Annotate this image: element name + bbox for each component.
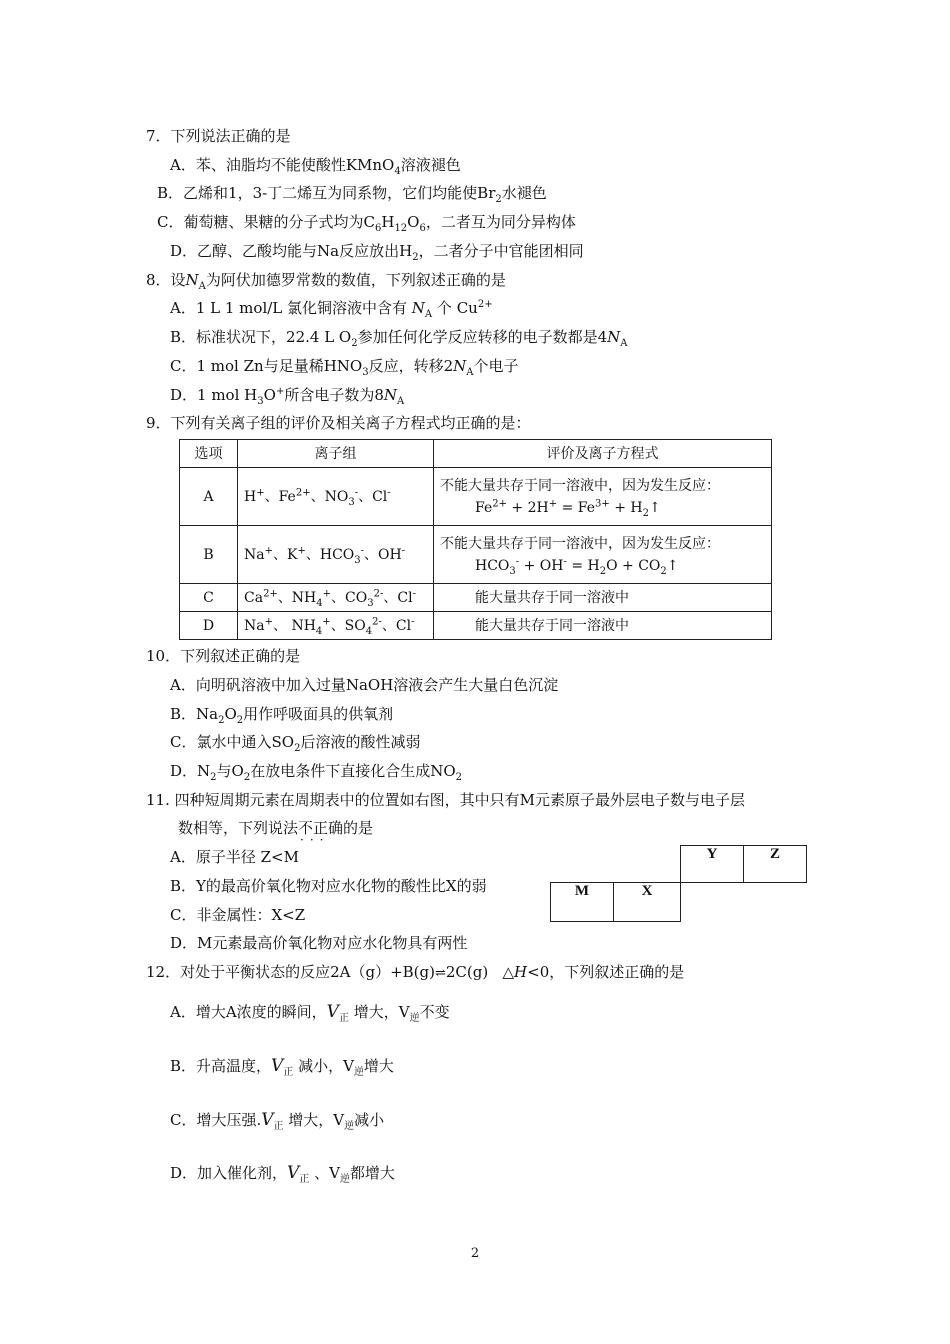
q9-stem: 9．下列有关离子组的评价及相关离子方程式均正确的是： bbox=[146, 414, 531, 432]
element-cell-x: X bbox=[613, 882, 681, 922]
q7-option-b: B．乙烯和1，3-丁二烯互为同系物，它们均能使$Br_2$水褪色 bbox=[157, 184, 547, 205]
q12-option-c: C．增大压强$.V_正$ 增大，$V_逆$减小 bbox=[170, 1110, 385, 1132]
table-row bbox=[180, 526, 772, 584]
q10-option-b: B．$Na_2O_2$用作呼吸面具的供氧剂 bbox=[170, 705, 394, 726]
q10-option-a: A．向明矾溶液中加入过量NaOH溶液会产生大量白色沉淀 bbox=[170, 676, 559, 694]
q8-option-a: A．1 L 1 mol/L 氯化铜溶液中含有 $N_A$ 个 $Cu^{2+}$ bbox=[170, 299, 493, 320]
option-cell: D bbox=[180, 612, 238, 640]
q7-option-c: C．葡萄糖、果糖的分子式均为$C_6H_{12}O_6$，二者互为同分异构体 bbox=[157, 213, 576, 234]
element-cell-y: Y bbox=[680, 845, 744, 883]
ions-cell: H+、$Fe^{2+}$、$NO_3^-$、Cl- bbox=[238, 468, 434, 526]
q8-option-d: D．1 mol $H_3O^+$所含电子数为$8N_A$ bbox=[170, 386, 405, 407]
q7-option-d: D．乙醇、乙酸均能与Na反应放出$H_2$，二者分子中官能团相同 bbox=[170, 242, 584, 263]
evaluation-cell bbox=[434, 468, 772, 526]
q12-option-b: B．升高温度，$V_正$ 减小，$V_逆$增大 bbox=[170, 1056, 394, 1078]
ions-cell: Na+、K+、$HCO_3^-$、OH- bbox=[238, 526, 434, 584]
evaluation-cell: 能大量共存于同一溶液中 bbox=[434, 612, 772, 640]
q7-option-a: A．苯、油脂均不能使酸性KMnO$_4$溶液褪色 bbox=[170, 156, 461, 177]
emphasis-not-correct: 不正确 ··· bbox=[298, 819, 344, 847]
q8-option-b: B．标准状况下，22.4 L $O_2$参加任何化学反应转移的电子数都是$4N_A$ bbox=[170, 328, 628, 349]
element-cell-m: M bbox=[550, 882, 614, 922]
q12-option-d: D．加入催化剂，$V_正$ 、$V_逆$都增大 bbox=[170, 1163, 395, 1185]
table-row bbox=[180, 584, 772, 612]
element-cell-z: Z bbox=[743, 845, 807, 883]
table-row bbox=[180, 468, 772, 526]
q11-stem-line1: 11. 四种短周期元素在周期表中的位置如右图，其中只有M元素原子最外层电子数与电子层 bbox=[146, 791, 745, 809]
q10-option-c: C．氯水中通入$SO_2$后溶液的酸性减弱 bbox=[170, 733, 421, 754]
q11-stem-line2: 数相等，下列说法不正确 ··· 的是 bbox=[178, 819, 374, 847]
evaluation-text: 不能大量共存于同一溶液中，因为发生反应： bbox=[440, 535, 720, 552]
ionic-equation: $Fe^{2+} + 2H^+ = Fe^{3+}$ + $H_2↑$ bbox=[475, 497, 661, 519]
ions-cell: $Ca^{2+}$、$NH_4^+$、$CO_3^{2-}$、Cl- bbox=[238, 584, 434, 612]
ions-cell: Na+、 $NH_4^+$、$SO_4^{2-}$、Cl- bbox=[238, 612, 434, 640]
q7-stem: 7．下列说法正确的是 bbox=[146, 127, 291, 145]
q11-option-b: B．Y的最高价氧化物对应水化物的酸性比X的弱 bbox=[170, 877, 487, 895]
q11-option-a: A．原子半径 Z<M bbox=[170, 848, 299, 866]
header-option: 选项 bbox=[180, 440, 238, 468]
header-evaluation: 评价及离子方程式 bbox=[434, 440, 772, 468]
page-number: 2 bbox=[470, 1246, 480, 1261]
ionic-equation: $HCO_3^- + OH^- = H_2O$ + $CO_2↑$ bbox=[475, 555, 679, 577]
table-row bbox=[180, 612, 772, 640]
header-ions: 离子组 bbox=[238, 440, 434, 468]
option-cell: A bbox=[180, 468, 238, 526]
q8-option-c: C．1 mol Zn与足量稀$HNO_3$反应，转移$2N_A$个电子 bbox=[170, 357, 519, 378]
q12-option-a: A．增大A浓度的瞬间，$V_正$ 增大，$V_逆$不变 bbox=[170, 1002, 450, 1024]
evaluation-cell bbox=[434, 526, 772, 584]
q11-option-c: C．非金属性：X<Z bbox=[170, 906, 306, 924]
q11-option-d: D．M元素最高价氧化物对应水化物具有两性 bbox=[170, 934, 468, 952]
evaluation-text: 不能大量共存于同一溶液中，因为发生反应： bbox=[440, 477, 720, 494]
q12-stem: 12．对处于平衡状态的反应2A（g）+B(g)⇌2C(g) △H<0，下列叙述正确的是 bbox=[146, 963, 685, 981]
ion-evaluation-table bbox=[179, 439, 772, 640]
q10-stem: 10．下列叙述正确的是 bbox=[146, 647, 301, 665]
option-cell: B bbox=[180, 526, 238, 584]
q8-stem: 8．设$N_A$为阿伏加德罗常数的数值，下列叙述正确的是 bbox=[146, 271, 506, 292]
q10-option-d: D．$N_2$与$O_2$在放电条件下直接化合生成$NO_2$ bbox=[170, 762, 463, 783]
option-cell: C bbox=[180, 584, 238, 612]
evaluation-cell: 能大量共存于同一溶液中 bbox=[434, 584, 772, 612]
